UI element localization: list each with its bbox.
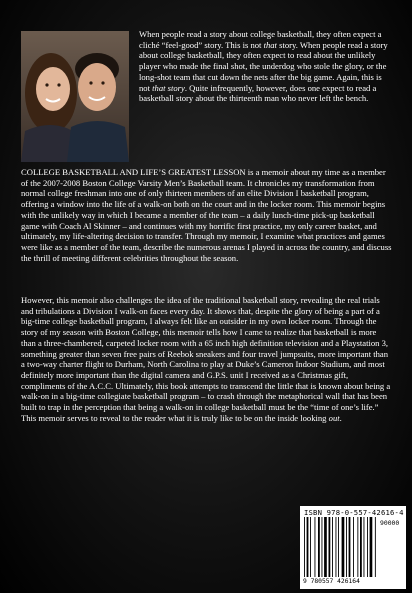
author-photo bbox=[21, 31, 129, 162]
body-paragraph-2 bbox=[21, 295, 393, 423]
barcode-bar bbox=[315, 517, 316, 577]
barcode-bar bbox=[370, 517, 373, 577]
intro-text-1: When people read a story about college basketball, they often expect a cliché “feel-good” story. This is not bbox=[139, 29, 382, 50]
barcode-bar bbox=[338, 517, 339, 577]
barcode-bar bbox=[375, 517, 376, 577]
barcode-bar bbox=[364, 517, 365, 577]
body-paragraph-2-end: . bbox=[339, 412, 342, 423]
barcode-bar bbox=[342, 517, 345, 577]
author-photo-illustration bbox=[21, 31, 129, 162]
barcode-bar bbox=[304, 517, 305, 577]
barcode-bar bbox=[353, 517, 354, 577]
intro-text-2: story. When people read a story about college basketball, they often expect to read about the unlikely player who made the final shot, the underdog who stole the glory, or the long-shot team that cut down the nets after the big game. Again, this is not bbox=[139, 39, 388, 93]
barcode-bar bbox=[324, 517, 327, 577]
barcode-bar bbox=[310, 517, 311, 577]
barcode-bar bbox=[360, 517, 362, 577]
barcode-bar bbox=[367, 517, 368, 577]
body-paragraph-2-emphasis: out bbox=[328, 412, 340, 423]
barcode-bar bbox=[318, 517, 320, 577]
isbn-barcode bbox=[300, 506, 406, 589]
barcode-bar bbox=[322, 517, 323, 577]
intro-emphasis-2: that story bbox=[152, 82, 185, 93]
ean-number: 9 780557 426164 bbox=[303, 578, 360, 585]
body-paragraph-1: COLLEGE BASKETBALL AND LIFE’S GREATEST LESSON is a memoir about my time as a member of the 2007-2008 Boston College Varsity Men’s Basketball team. It chronicles my transformation from normal college freshman into one of only thirteen members of an elite Division I basketball program, offering a window into the life of a walk-on both on the court and in the locker room. This memoir begins with the unlikely way in which I became a member of the team – a daily lunch-time pick-up basketball game with Coach Al Skinner – and continues with my horrific first practice, my only career basket, and ultimately, my life-altering decision to transfer. Through my memoir, I examine what practices and games were like as a member of the team, describe the numerous arenas I played in across the country, and discuss the thrill of meeting different celebrities throughout the season. bbox=[21, 167, 392, 263]
intro-paragraph bbox=[139, 29, 391, 104]
price-code: 90000 bbox=[380, 519, 400, 527]
intro-emphasis-1: that bbox=[263, 39, 277, 50]
barcode-bar bbox=[329, 517, 331, 577]
barcode-bar bbox=[357, 517, 358, 577]
intro-text-3: . Quite infrequently, however, does one expect to read a basketball story about the thirteenth man who never left the bench. bbox=[139, 82, 377, 104]
barcode-bar bbox=[349, 517, 351, 577]
isbn-label: ISBN 978-0-557-42616-4 bbox=[304, 508, 404, 517]
body-paragraph-2-text: However, this memoir also challenges the idea of the traditional basketball story, revealing the real trials and tribulations a Division I walk-on faces every day. It shows that, despite the glory of being a part of a big-time college basketball program, I always felt like an outsider in my own locker room. Through the story of my season with Boston College, this memoir tells how I came to realize that basketball is more than a three-chambered, carpeted locker room with a 65 inch high definition television and a Playstation 3, something greater than seven free pairs of Reebok sneakers and four travel jumpsuits, more important than a two-way charter flight to Durham, North Carolina to play at Duke’s Cameron Indoor Stadium, and most definitely more important than the digital camera and G.P.S. unit I received as a Christmas gift, compliments of the A.C.C. Ultimately, this book attempts to transcend the little that is known about being a walk-on in a big-time collegiate basketball program – to crash through the metaphorical wall that has been built to trap in the perception that being a walk-on in college basketball must be the “time of one’s life.” This memoir serves to reveal to the reader what it is truly like to be on the inside looking bbox=[21, 295, 391, 423]
barcode-bar bbox=[332, 517, 333, 577]
barcode-bar bbox=[336, 517, 337, 577]
barcode-bar bbox=[346, 517, 347, 577]
barcode-bar bbox=[307, 517, 309, 577]
barcode-bars bbox=[304, 517, 378, 577]
